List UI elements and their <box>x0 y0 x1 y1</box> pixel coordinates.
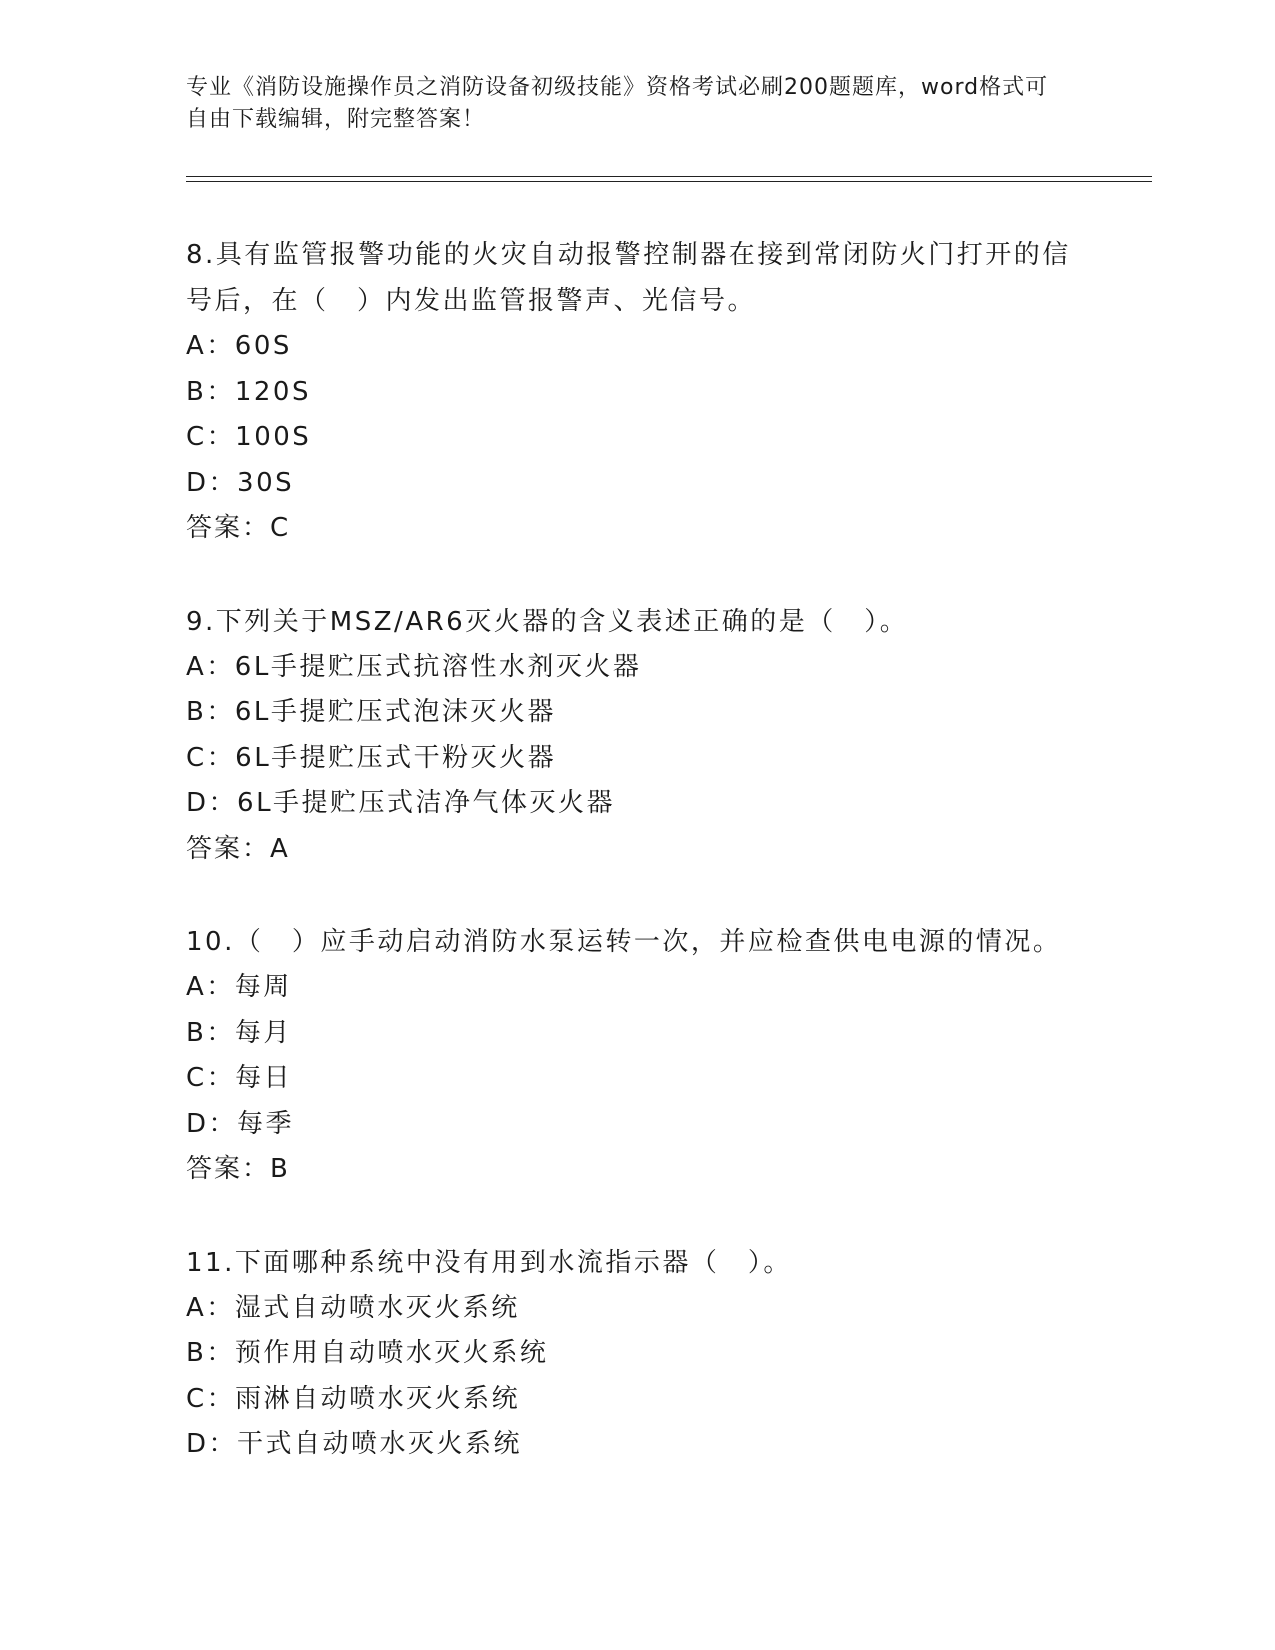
option-a: A：60S <box>186 331 292 361</box>
question-10 <box>186 919 1086 1193</box>
option-b: B：120S <box>186 376 311 407</box>
option-d: D：30S <box>186 467 295 498</box>
question-list <box>186 232 1086 1515</box>
question-stem: 9.下列关于MSZ/AR6灭火器的含义表述正确的是（ ）。 <box>186 606 909 637</box>
option-a: A：每周 <box>186 972 292 1002</box>
answer: 答案：C <box>186 513 291 543</box>
question-stem: 10.（ ）应手动启动消防水泵运转一次，并应检查供电电源的情况。 <box>186 927 1062 957</box>
question-9 <box>186 599 1086 873</box>
question-stem: 8.具有监管报警功能的火灾自动报警控制器在接到常闭防火门打开的信号后，在（ ）内发出监管报警声、光信号。 <box>186 240 1071 316</box>
option-d: D：6L手提贮压式洁净气体灭火器 <box>186 788 616 818</box>
option-c: C：100S <box>186 422 312 452</box>
option-c: C：6L手提贮压式干粉灭火器 <box>186 742 557 773</box>
document-header: 专业《消防设施操作员之消防设备初级技能》资格考试必刷200题题库，word格式可自由下载编辑，附完整答案！ <box>186 75 1049 132</box>
header-rule-top <box>186 176 1152 177</box>
option-c: C：每日 <box>186 1063 293 1093</box>
option-b: B：每月 <box>186 1017 292 1048</box>
option-d: D：每季 <box>186 1108 295 1139</box>
option-d: D：干式自动喷水灭火系统 <box>186 1429 523 1459</box>
question-stem: 11.下面哪种系统中没有用到水流指示器（ ）。 <box>186 1247 792 1278</box>
option-a: A：湿式自动喷水灭火系统 <box>186 1292 520 1323</box>
option-c: C：雨淋自动喷水灭火系统 <box>186 1383 521 1414</box>
question-8 <box>186 232 1086 552</box>
option-b: B：预作用自动喷水灭火系统 <box>186 1338 549 1368</box>
option-b: B：6L手提贮压式泡沫灭火器 <box>186 697 556 727</box>
option-a: A：6L手提贮压式抗溶性水剂灭火器 <box>186 651 642 682</box>
answer: 答案：A <box>186 833 290 864</box>
question-11 <box>186 1240 1086 1468</box>
answer: 答案：B <box>186 1154 290 1184</box>
header-rule-bottom <box>186 181 1152 182</box>
